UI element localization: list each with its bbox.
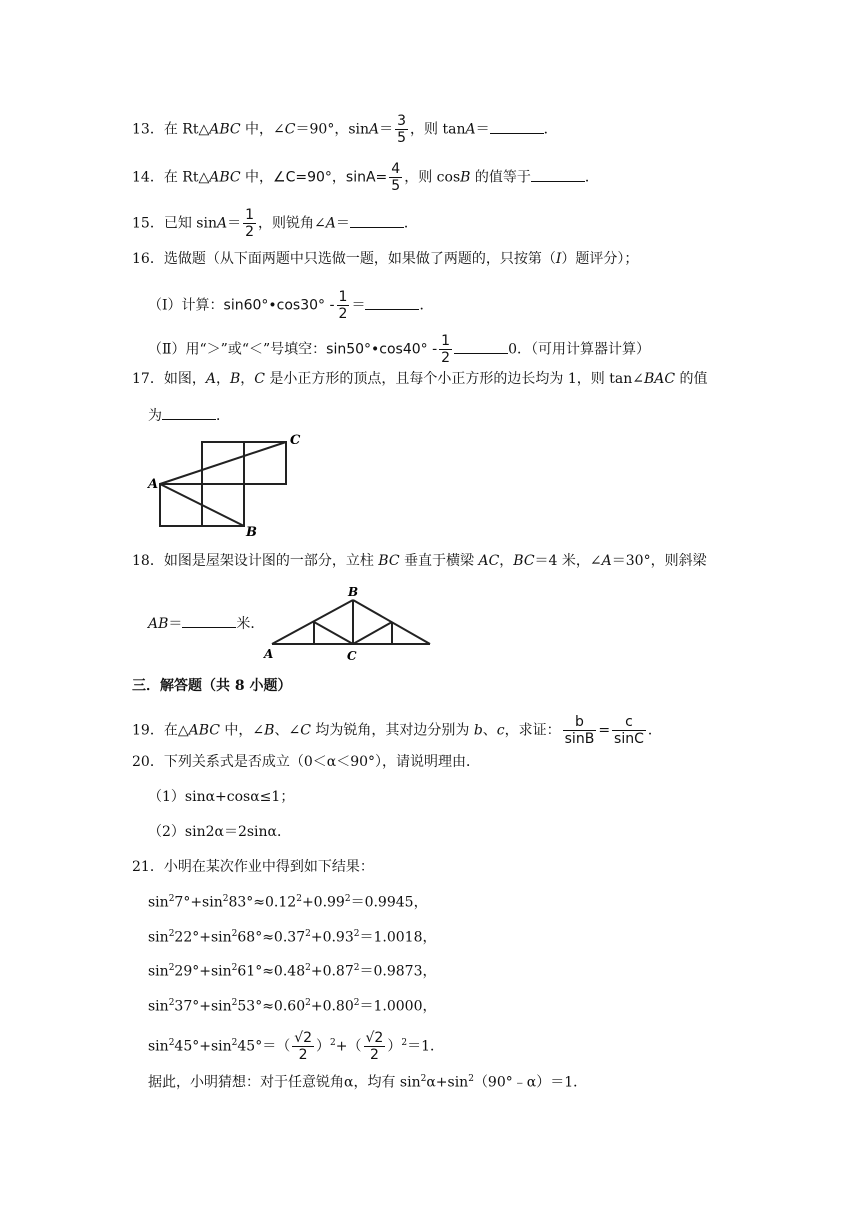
- answer-blank[interactable]: [531, 167, 585, 182]
- section-heading: 三．解答题（共 8 小题）: [132, 678, 292, 694]
- denominator: sinB: [564, 731, 595, 747]
- text: （Ⅰ）计算：: [148, 297, 224, 314]
- text: 0．（可用计算器计算）: [508, 341, 651, 358]
- text: ABC: [209, 169, 241, 186]
- superscript: 2: [168, 963, 175, 973]
- question-number: 21．: [132, 859, 164, 875]
- label-b: B: [246, 525, 257, 540]
- superscript: 2: [330, 1037, 336, 1048]
- text: ＝30°，则斜梁: [611, 553, 707, 569]
- question-21: [132, 857, 374, 877]
- text: ，则 cos: [404, 169, 461, 186]
- formula-text: sin50°•cos40° -: [326, 341, 438, 358]
- label-b: B: [348, 585, 359, 599]
- text: ，则 tan: [410, 121, 466, 138]
- denominator: 2: [298, 1047, 308, 1063]
- text: α+sin: [426, 1074, 469, 1091]
- answer-blank[interactable]: [162, 405, 216, 420]
- superscript: 2: [296, 894, 302, 904]
- question-13: [132, 113, 558, 146]
- superscript: 2: [222, 894, 229, 904]
- text: A: [216, 215, 228, 232]
- text: sin: [148, 894, 169, 911]
- superscript: 2: [305, 929, 311, 939]
- text: b: [473, 722, 483, 739]
- superscript: 2: [168, 998, 175, 1008]
- text: 为: [148, 408, 162, 424]
- fraction: [612, 714, 646, 747]
- denominator: 2: [369, 1047, 379, 1063]
- superscript: 2: [231, 963, 238, 973]
- text: 如图，: [163, 371, 206, 387]
- formula-text: ∠C=90°，sinA=: [273, 169, 388, 186]
- superscript: 2: [353, 929, 360, 939]
- label-a: A: [148, 477, 159, 492]
- question-14: [132, 161, 599, 194]
- result-row-2: [148, 924, 436, 948]
- question-16: [132, 249, 638, 269]
- superscript: 2: [353, 963, 360, 973]
- text: AB: [148, 616, 169, 632]
- denominator: 2: [245, 224, 255, 240]
- text: 37°+sin: [174, 998, 232, 1015]
- fraction: [364, 1030, 386, 1063]
- square: [160, 484, 202, 526]
- denominator: 2: [441, 350, 451, 366]
- text: ）: [316, 1038, 331, 1055]
- text: 下列关系式是否成立（0＜α＜90°），请说明理由．: [163, 754, 481, 770]
- segment-ac: [160, 442, 286, 484]
- text: ＝1.0000，: [359, 998, 437, 1015]
- text: 、: [482, 722, 497, 739]
- text: 是小正方形的顶点，且每个小正方形的边长均为 1，则 tan∠: [264, 371, 644, 387]
- text: sin: [148, 963, 169, 980]
- text: ，则锐角∠: [258, 215, 326, 232]
- text: A: [601, 553, 612, 569]
- text: A: [325, 215, 336, 232]
- superscript: 2: [344, 894, 351, 904]
- denominator: 2: [338, 306, 348, 322]
- roof-truss-figure: [262, 582, 434, 664]
- numerator: 1: [441, 333, 451, 349]
- text: ，: [499, 553, 514, 569]
- text: +0.99: [301, 894, 345, 911]
- text: +0.93: [310, 929, 354, 946]
- text: 68°≈0.37: [237, 929, 306, 946]
- question-number: 17．: [132, 371, 164, 387]
- brace: [314, 622, 353, 644]
- text: 中，: [240, 169, 274, 186]
- text: （Ⅱ）用“＞”或“＜”号填空：: [148, 341, 327, 358]
- question-16-part-1: [148, 289, 433, 322]
- numerator: 1: [245, 207, 255, 223]
- text: ，: [240, 371, 255, 387]
- superscript: 2: [168, 894, 175, 904]
- text: 选做题（从下面两题中只选做一题，如果做了两题的，只按第（: [163, 251, 556, 267]
- question-number: 14．: [132, 169, 164, 186]
- superscript: 2: [231, 1037, 238, 1048]
- text: ＝1．: [407, 1038, 444, 1055]
- superscript: 2: [420, 1074, 427, 1084]
- text: ＝0.9945，: [350, 894, 428, 911]
- question-16-part-2: [148, 333, 650, 366]
- text: BAC: [643, 371, 676, 387]
- text: 在 Rt△: [163, 121, 210, 138]
- text: ＝: [379, 121, 394, 138]
- text: ＝90°，sin: [295, 121, 369, 138]
- text: ．: [216, 408, 230, 424]
- fraction: [563, 714, 597, 747]
- text: ．: [403, 215, 418, 232]
- text: +（: [335, 1038, 362, 1055]
- text: ＝: [227, 215, 242, 232]
- text: c: [496, 722, 505, 739]
- numerator: b: [563, 714, 597, 731]
- text: 的值等于: [470, 169, 531, 186]
- label-c: C: [347, 649, 357, 663]
- question-15: [132, 207, 418, 240]
- text: 小明在某次作业中得到如下结果：: [163, 859, 374, 875]
- text: 29°+sin: [174, 963, 232, 980]
- text: B: [229, 371, 241, 387]
- text: 45°+sin: [174, 1038, 232, 1055]
- text: 米．: [236, 616, 265, 632]
- square: [202, 484, 244, 526]
- label-c: C: [290, 433, 301, 448]
- text: 在△: [163, 722, 189, 739]
- text: 53°≈0.60: [237, 998, 306, 1015]
- answer-blank[interactable]: [365, 295, 419, 310]
- text: 83°≈0.12: [228, 894, 297, 911]
- fraction: [439, 333, 452, 366]
- question-number: 18．: [132, 553, 164, 569]
- question-17-cont: [148, 405, 230, 426]
- text: 中，∠: [240, 121, 285, 138]
- fraction: [243, 207, 256, 240]
- text: ）: [387, 1038, 402, 1055]
- text: A: [205, 371, 216, 387]
- question-18-cont: [148, 613, 264, 634]
- text: ．: [419, 297, 434, 314]
- text: B: [264, 722, 275, 739]
- text: ABC: [188, 722, 220, 739]
- question-19: [132, 714, 662, 747]
- text: ＝: [475, 121, 490, 138]
- numerator: √2: [365, 1030, 384, 1046]
- text: sin: [148, 1038, 169, 1055]
- text: 据此，小明猜想：对于任意锐角α，均有 sin: [148, 1074, 421, 1091]
- question-20-part-2: （2）sin2α＝2sinα．: [148, 824, 291, 840]
- text: sin: [148, 998, 169, 1015]
- text: C: [284, 121, 296, 138]
- text: ，求证：: [504, 722, 561, 739]
- text: B: [460, 169, 471, 186]
- superscript: 2: [231, 998, 238, 1008]
- text: 、∠: [274, 722, 301, 739]
- text: =: [598, 722, 611, 739]
- text: ＝4 米，∠: [534, 553, 602, 569]
- numerator: 1: [338, 289, 348, 305]
- text: +0.80: [310, 998, 354, 1015]
- text: sin: [148, 929, 169, 946]
- numerator: 3: [397, 113, 407, 129]
- question-number: 13．: [132, 121, 164, 138]
- text: C: [300, 722, 311, 739]
- text: 在 Rt△: [163, 169, 210, 186]
- text: A: [369, 121, 380, 138]
- answer-blank[interactable]: [490, 119, 544, 134]
- text: （90°﹣α）＝1．: [473, 1074, 588, 1091]
- text: ＝1.0018，: [359, 929, 437, 946]
- text: A: [465, 121, 476, 138]
- text: ABC: [209, 121, 241, 138]
- text: 45°＝（: [237, 1038, 291, 1055]
- question-20-part-1: （1）sinα+cosα≤1；: [148, 789, 295, 805]
- text: BC: [378, 553, 400, 569]
- text: 的值: [675, 371, 708, 387]
- formula-text: sin60°•cos30° -: [223, 297, 335, 314]
- question-17: [132, 369, 708, 389]
- question-20: [132, 752, 480, 772]
- text: ＝: [351, 297, 366, 314]
- fraction: [292, 1030, 314, 1063]
- text: I: [555, 251, 562, 267]
- question-18: [132, 551, 707, 571]
- conclusion: [148, 1069, 587, 1093]
- result-row-1: [148, 889, 428, 913]
- fraction: [389, 161, 402, 194]
- question-number: 19．: [132, 722, 164, 739]
- text: ，: [215, 371, 230, 387]
- fraction: [395, 113, 408, 146]
- grid-figure: [146, 430, 316, 540]
- text: ＝0.9873，: [359, 963, 437, 980]
- text: +0.87: [310, 963, 354, 980]
- text: ．: [647, 722, 662, 739]
- numerator: 4: [391, 161, 401, 177]
- superscript: 2: [305, 998, 311, 1008]
- denominator: sinC: [614, 731, 644, 747]
- result-row-4: [148, 993, 436, 1017]
- brace: [353, 622, 392, 644]
- text: 7°+sin: [174, 894, 223, 911]
- denominator: 5: [391, 178, 401, 194]
- text: ．: [584, 169, 599, 186]
- denominator: 5: [397, 130, 407, 146]
- text: 如图是屋架设计图的一部分，立柱: [163, 553, 379, 569]
- text: ＝: [168, 616, 183, 632]
- text: AC: [478, 553, 500, 569]
- superscript: 2: [353, 998, 360, 1008]
- superscript: 2: [468, 1074, 474, 1084]
- text: 中，∠: [219, 722, 265, 739]
- text: 22°+sin: [174, 929, 232, 946]
- result-row-5: [148, 1030, 444, 1063]
- numerator: √2: [294, 1030, 313, 1046]
- question-number: 15．: [132, 215, 164, 232]
- text: ＝: [335, 215, 350, 232]
- text: 已知 sin: [163, 215, 217, 232]
- question-number: 16．: [132, 251, 164, 267]
- text: ．: [543, 121, 558, 138]
- text: ）题评分）；: [561, 251, 639, 267]
- answer-blank[interactable]: [350, 213, 404, 228]
- superscript: 2: [231, 929, 238, 939]
- answer-blank[interactable]: [454, 339, 508, 354]
- question-number: 20．: [132, 754, 164, 770]
- result-row-3: [148, 958, 436, 982]
- text: 垂直于横梁: [399, 553, 479, 569]
- superscript: 2: [401, 1037, 408, 1048]
- answer-blank[interactable]: [182, 613, 236, 628]
- label-a: A: [264, 647, 274, 661]
- numerator: c: [612, 714, 646, 731]
- text: C: [254, 371, 265, 387]
- text: 61°≈0.48: [237, 963, 306, 980]
- superscript: 2: [305, 963, 311, 973]
- superscript: 2: [168, 929, 175, 939]
- text: BC: [513, 553, 535, 569]
- superscript: 2: [168, 1037, 175, 1048]
- fraction: [337, 289, 350, 322]
- text: 均为锐角，其对边分别为: [310, 722, 474, 739]
